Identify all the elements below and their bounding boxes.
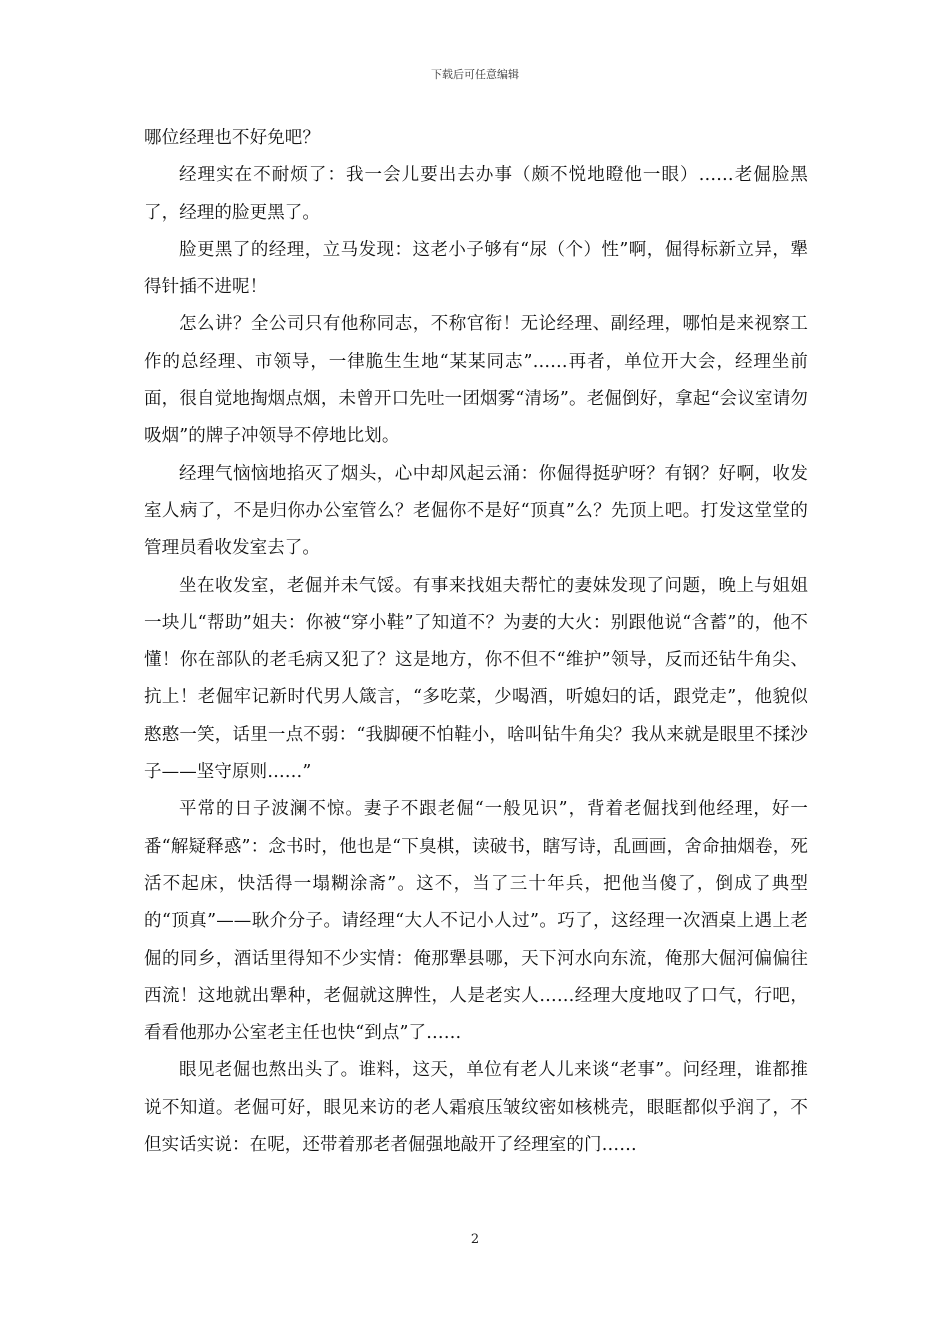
paragraph: 经理实在不耐烦了：我一会儿要出去办事（颇不悦地瞪他一眼）……老倔脸黑了，经理的脸更黑了。: [144, 165, 808, 223]
paragraph: 脸更黑了的经理，立马发现：这老小子够有“尿（个）性”啊，倔得标新立异，犟得针插不进呢！: [144, 239, 808, 298]
paragraph: 怎么讲？全公司只有他称同志，不称官衔！无论经理、副经理，哪怕是来视察工作的总经理、市领导，一律脆生生地“某某同志”……再者，单位开大会，经理坐前面，很自觉地掏烟点烟，未曾开口先吐一团烟雾“清场”。老倔倒好，拿起“会议室请勿吸烟”的牌子冲领导不停地比划。: [144, 314, 808, 447]
paragraph-continued: 哪位经理也不好免吧？: [144, 128, 320, 148]
paragraph: 眼见老倔也熬出头了。谁料，这天，单位有老人儿来谈“老事”。问经理，谁都推说不知道。老倔可好，眼见来访的老人霜痕压皱纹密如核桃壳，眼眶都似乎润了，不但实话实说：在呢，还带着那老者倔强地敲开了经理室的门……: [144, 1060, 808, 1156]
document-body: [144, 120, 808, 1164]
page-number: 2: [470, 1232, 480, 1247]
paragraph: 平常的日子波澜不惊。妻子不跟老倔“一般见识”，背着老倔找到他经理，好一番“解疑释惑”：念书时，他也是“下臭棋，读破书，瞎写诗，乱画画，舍命抽烟卷，死活不起床，快活得一塌糊涂斋”。这不，当了三十年兵，把他当傻了，倒成了典型的“顶真”——耿介分子。请经理“大人不记小人过”。巧了，这经理一次酒桌上遇上老倔的同乡，酒话里得知不少实情：俺那犟县哪，天下河水向东流，俺那大倔河偏偏往西流！这地就出犟种，老倔就这脾性，人是老实人……经理大度地叹了口气，行吧，看看他那办公室老主任也快“到点”了……: [144, 799, 808, 1044]
page-header: 下载后可任意编辑: [431, 68, 519, 81]
paragraph: 坐在收发室，老倔并未气馁。有事来找姐夫帮忙的妻妹发现了问题，晚上与姐姐一块儿“帮助”姐夫：你被“穿小鞋”了知道不？为妻的大火：别跟他说“含蓄”的，他不懂！你在部队的老毛病又犯了？这是地方，你不但不“维护”领导，反而还钻牛角尖、抗上！老倔牢记新时代男人箴言，“多吃菜，少喝酒，听媳妇的话，跟党走”，他貌似憨憨一笑，话里一点不弱：“我脚硬不怕鞋小，啥叫钻牛角尖？我从来就是眼里不揉沙子——坚守原则……”: [144, 575, 808, 783]
paragraph: 经理气恼恼地掐灭了烟头，心中却风起云涌：你倔得挺驴呀？有钢？好啊，收发室人病了，不是归你办公室管么？老倔你不是好“顶真”么？先顶上吧。打发这堂堂的管理员看收发室去了。: [144, 463, 808, 559]
